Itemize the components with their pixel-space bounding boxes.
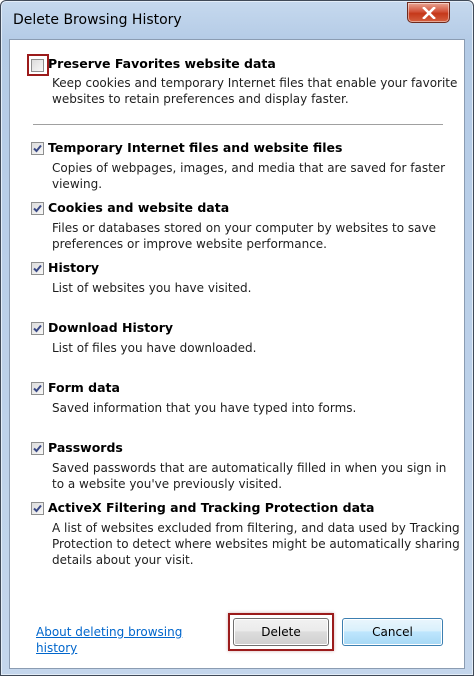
dialog-content — [9, 39, 465, 669]
history-checkbox[interactable] — [31, 262, 44, 275]
highlight-box-checkbox — [27, 54, 49, 76]
checkmark-icon — [32, 143, 43, 154]
option-description: Copies of webpages, images, and media that are saved for faster viewing. — [52, 161, 446, 191]
checkmark-icon — [32, 503, 43, 514]
option-title: Passwords — [48, 440, 123, 455]
option-description: Files or databases stored on your computer by websites to save preferences or improve website performance. — [52, 221, 437, 251]
option-title: Cookies and website data — [48, 200, 230, 215]
download-history-checkbox[interactable] — [31, 322, 44, 335]
option-title: Download History — [48, 320, 174, 335]
option-title: Temporary Internet files and website files — [48, 140, 343, 155]
separator — [33, 124, 443, 125]
option-description: A list of websites excluded from filtering, and data used by Tracking Protection to detect where websites might be automatically sharing details about your visit. — [52, 521, 460, 567]
checkmark-icon — [32, 263, 43, 274]
option-title: Form data — [48, 380, 120, 395]
passwords-checkbox[interactable] — [31, 442, 44, 455]
window-title: Delete Browsing History — [13, 12, 182, 28]
cookies-checkbox[interactable] — [31, 202, 44, 215]
close-button[interactable] — [407, 2, 450, 23]
activex-tracking-checkbox[interactable] — [31, 502, 44, 515]
option-description: Saved information that you have typed into forms. — [52, 401, 357, 415]
option-description: Keep cookies and temporary Internet files that enable your favorite websites to retain preferences and display faster. — [52, 76, 458, 106]
option-description: Saved passwords that are automatically filled in when you sign in to a website you've previously visited. — [52, 461, 447, 491]
option-title: Preserve Favorites website data — [48, 56, 276, 71]
checkmark-icon — [32, 383, 43, 394]
delete-button[interactable]: Delete — [233, 618, 329, 646]
close-x-icon — [422, 7, 436, 19]
checkmark-icon — [32, 323, 43, 334]
checkmark-icon — [32, 203, 43, 214]
title-bar[interactable] — [1, 1, 473, 39]
cancel-button[interactable]: Cancel — [342, 618, 443, 646]
option-title: History — [48, 260, 100, 275]
checkmark-icon — [32, 443, 43, 454]
option-title: ActiveX Filtering and Tracking Protection data — [48, 500, 375, 515]
about-deleting-history-link[interactable]: About deleting browsing history — [36, 625, 183, 655]
option-description: List of websites you have visited. — [52, 281, 252, 295]
form-data-checkbox[interactable] — [31, 382, 44, 395]
temporary-files-checkbox[interactable] — [31, 142, 44, 155]
option-description: List of files you have downloaded. — [52, 341, 257, 355]
